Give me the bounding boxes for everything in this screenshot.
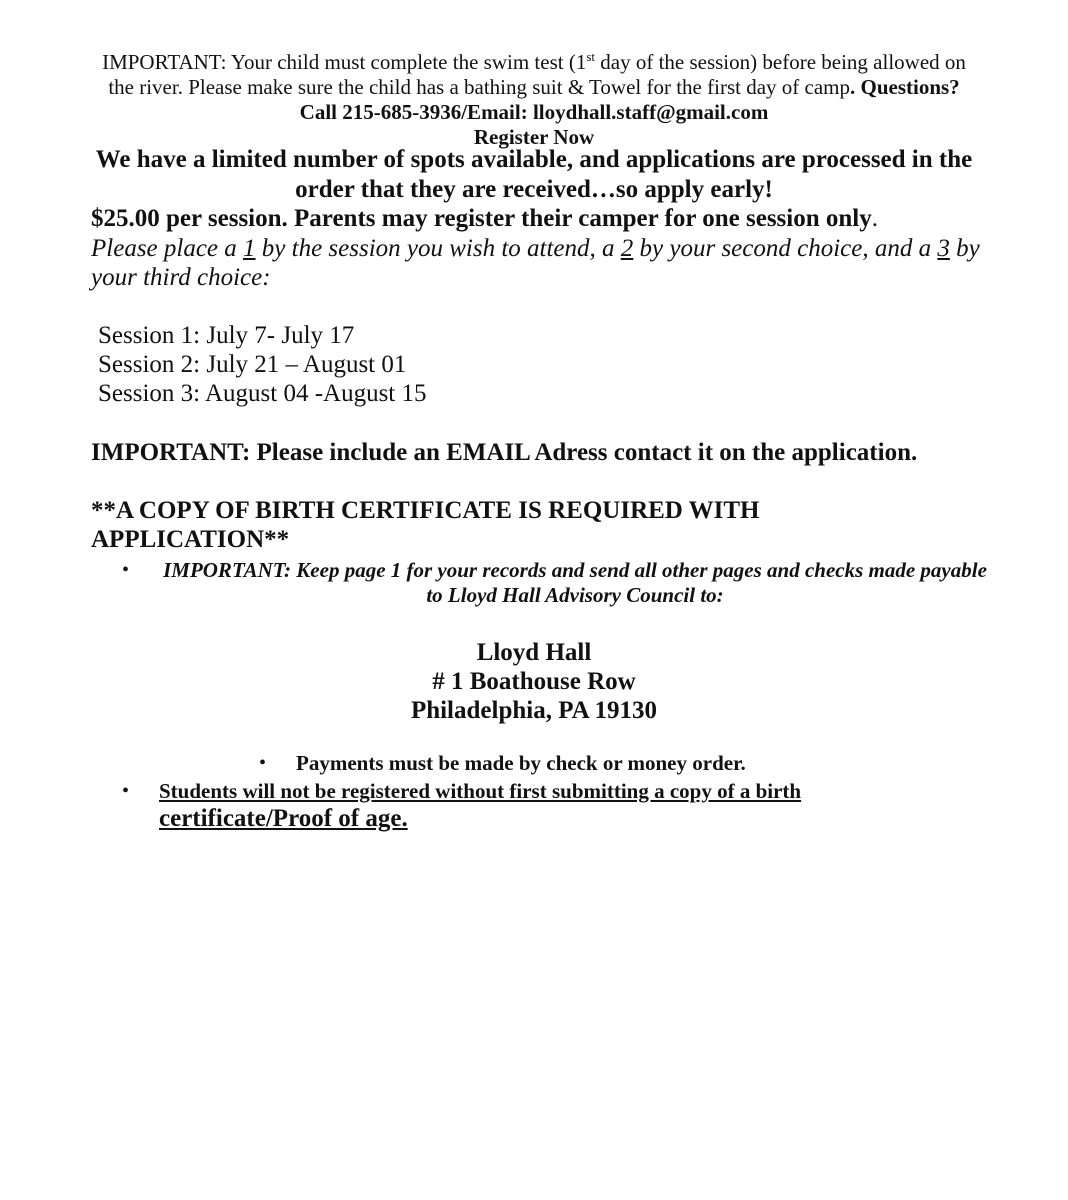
session-item: Session 1: July 7- July 17	[98, 322, 355, 349]
contact-info: . Questions? Call 215-685-3936/Email: lloydhall.staff@gmail.com	[299, 75, 960, 124]
session-item: Session 2: July 21 – August 01	[98, 351, 407, 378]
bullet-icon: •	[122, 559, 130, 581]
session-item: Session 3: August 04 -August 15	[98, 380, 427, 407]
session-list	[98, 321, 698, 408]
birth-proof-line-1: Students will not be registered without first submitting a copy of a birth	[159, 779, 802, 803]
price-period: .	[871, 205, 878, 232]
price-text: $25.00 per session. Parents may register their camper for one session only	[91, 205, 872, 232]
swim-test-text: IMPORTANT: Your child must complete the swim test (1	[102, 50, 587, 74]
birth-certificate-requirement: **A COPY OF BIRTH CERTIFICATE IS REQUIRED WITH APPLICATION**	[91, 497, 760, 553]
email-requirement-note: IMPORTANT: Please include an EMAIL Adress contact it on the application.	[91, 439, 918, 466]
swim-test-notice	[90, 44, 978, 150]
choice-text: by your second choice, and a	[633, 235, 938, 262]
register-now-heading: Register Now	[473, 125, 595, 149]
address-name: Lloyd Hall	[476, 639, 592, 666]
price-line	[91, 204, 991, 233]
birth-proof-line-2: certificate/Proof of age.	[159, 805, 408, 832]
bullet-icon: •	[259, 752, 267, 774]
payments-text: Payments must be made by check or money order.	[296, 751, 746, 775]
address-street: # 1 Boathouse Row	[432, 668, 636, 695]
bullet-icon: •	[122, 780, 130, 802]
ordinal-suffix: st	[586, 49, 595, 64]
choice-number-2: 2	[620, 235, 634, 262]
choice-number-3: 3	[937, 235, 950, 262]
choice-number-1: 1	[243, 235, 256, 262]
session-choice-instructions	[91, 234, 981, 292]
mailing-address	[300, 638, 768, 725]
choice-text: by your third choice:	[91, 235, 980, 291]
swim-test-text-cont: day of the session) before being allowed on the river. Please make sure the child has a bathing suit & Towel for the first day of camp	[108, 50, 966, 99]
birth-proof-text	[159, 779, 879, 833]
choice-text: Please place a	[91, 235, 244, 262]
limited-spots-notice: We have a limited number of spots available, and applications are processed in the order that they are received…so apply early!	[95, 146, 973, 203]
keep-page-text: IMPORTANT: Keep page 1 for your records and send all other pages and checks made payable to Lloyd Hall Advisory Council to:	[163, 558, 987, 607]
address-city: Philadelphia, PA 19130	[410, 697, 658, 724]
choice-text: by the session you wish to attend, a	[255, 235, 621, 262]
